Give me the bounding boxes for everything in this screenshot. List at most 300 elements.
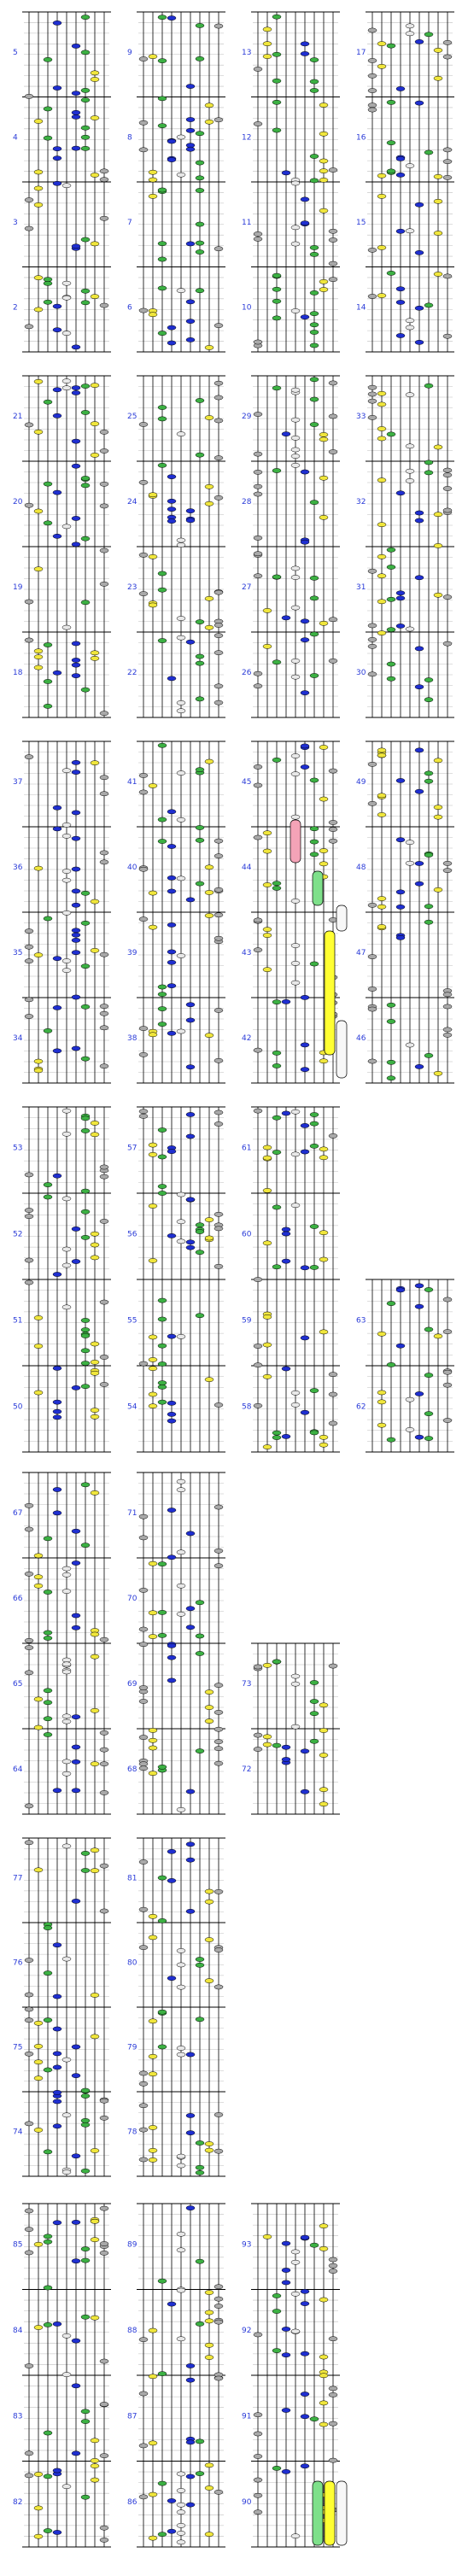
note [53, 181, 61, 185]
note [214, 1727, 223, 1731]
note [424, 1287, 433, 1291]
note [368, 569, 377, 573]
note [44, 482, 52, 486]
note [196, 23, 204, 27]
note [72, 390, 80, 395]
note [368, 108, 377, 112]
note [301, 691, 309, 695]
note [72, 2220, 80, 2224]
note [62, 625, 71, 629]
note [214, 1121, 223, 1126]
note [53, 1789, 61, 1793]
note [291, 1390, 300, 1395]
note [443, 175, 452, 179]
note [72, 658, 80, 662]
note [301, 315, 309, 319]
note [424, 1053, 433, 1057]
measure-number: 86 [127, 2497, 137, 2507]
note [310, 501, 319, 505]
note [177, 1612, 185, 1616]
note [214, 381, 223, 385]
note [72, 2154, 80, 2158]
note [263, 1314, 272, 1319]
note [81, 15, 90, 20]
note [53, 1943, 61, 1947]
note [254, 2510, 262, 2515]
note [387, 432, 395, 436]
note [272, 1115, 281, 1120]
note [34, 649, 43, 653]
note [254, 552, 262, 556]
note [81, 410, 90, 414]
note [34, 2076, 43, 2081]
note [91, 1414, 99, 1419]
note [329, 1664, 337, 1668]
note [443, 508, 452, 512]
note [53, 85, 61, 90]
note [272, 1000, 281, 1004]
note [396, 624, 405, 628]
measure-number: 17 [356, 48, 366, 57]
note [329, 237, 337, 242]
note [186, 319, 195, 324]
note [291, 308, 300, 313]
note [62, 1844, 71, 1848]
note [443, 1004, 452, 1009]
note [72, 867, 80, 871]
note [319, 437, 328, 442]
note [214, 2304, 223, 2308]
note [25, 755, 33, 759]
measure-number: 53 [13, 1144, 23, 1153]
note [205, 1900, 214, 1904]
note [263, 882, 272, 887]
note [177, 1985, 185, 1989]
note [62, 969, 71, 973]
note [167, 922, 176, 927]
note [368, 955, 377, 959]
note [329, 2269, 337, 2273]
chart-panel [127, 1472, 225, 1814]
note [53, 2124, 61, 2128]
note [319, 178, 328, 182]
note [434, 76, 442, 80]
note [72, 995, 80, 999]
note [214, 700, 223, 705]
note [91, 1360, 99, 1364]
note [81, 1004, 90, 1009]
note [319, 1257, 328, 1262]
note [272, 1265, 281, 1269]
note [329, 2263, 337, 2268]
note [396, 333, 405, 337]
note [196, 1963, 204, 1967]
note [149, 170, 157, 174]
note [214, 2376, 223, 2380]
note [377, 391, 386, 395]
note [44, 136, 52, 140]
note [310, 1112, 319, 1116]
note [319, 1231, 328, 1235]
note [377, 402, 386, 407]
note [62, 1719, 71, 1724]
note [310, 397, 319, 401]
note [25, 1258, 33, 1262]
note [272, 575, 281, 579]
note [424, 1327, 433, 1332]
long-note [325, 2481, 335, 2545]
note [62, 769, 71, 773]
long-note [290, 820, 301, 863]
measure-number: 74 [13, 2128, 23, 2137]
note [263, 1663, 272, 1667]
note [149, 1143, 157, 1147]
note [149, 313, 157, 317]
note [81, 1385, 90, 1389]
note [72, 2339, 80, 2343]
note [434, 593, 442, 597]
note [91, 1256, 99, 1260]
note [149, 1728, 157, 1732]
note [310, 673, 319, 677]
note [139, 480, 148, 484]
note [34, 1575, 43, 1579]
note [291, 2250, 300, 2254]
note [177, 2523, 185, 2527]
note [214, 1549, 223, 1553]
note [396, 229, 405, 233]
note [272, 468, 281, 472]
note [310, 1389, 319, 1393]
note [177, 817, 185, 822]
note [254, 2413, 262, 2417]
note [62, 869, 71, 873]
note [291, 242, 300, 246]
note [310, 596, 319, 600]
note [139, 120, 148, 125]
note [263, 2234, 272, 2239]
note [406, 319, 414, 323]
note [254, 492, 262, 496]
note [139, 867, 148, 871]
note [158, 1344, 167, 1348]
note [368, 1007, 377, 1011]
note [25, 1014, 33, 1018]
note [139, 1361, 148, 1366]
note [424, 303, 433, 307]
long-note [336, 905, 347, 931]
note [214, 456, 223, 460]
note [415, 518, 424, 523]
note [196, 176, 204, 180]
note [139, 1735, 148, 1739]
note [72, 760, 80, 764]
note [167, 960, 176, 964]
note [62, 1589, 71, 1593]
note [177, 432, 185, 436]
note [72, 1789, 80, 1793]
note [205, 596, 214, 600]
measure-number: 26 [242, 669, 252, 677]
note [34, 665, 43, 670]
note [53, 827, 61, 831]
chart-panel [242, 376, 340, 717]
note [167, 1655, 176, 1660]
note [319, 848, 328, 852]
note [186, 518, 195, 523]
note [158, 1361, 167, 1366]
note [72, 1259, 80, 1263]
note [81, 2088, 90, 2093]
note [396, 173, 405, 177]
note [186, 1197, 195, 1202]
note [158, 588, 167, 592]
note [72, 1046, 80, 1051]
note [100, 1909, 108, 1913]
note [25, 2228, 33, 2232]
note [301, 42, 309, 46]
note [205, 501, 214, 506]
note [34, 379, 43, 383]
measure-number: 61 [242, 1144, 252, 1153]
note [205, 1937, 214, 1941]
note [434, 1334, 442, 1338]
note [263, 608, 272, 612]
note [91, 2478, 99, 2482]
note [62, 1662, 71, 1666]
note [149, 2054, 157, 2058]
note [263, 1735, 272, 1739]
note [319, 1059, 328, 1063]
note [443, 861, 452, 865]
note [158, 1022, 167, 1027]
note [214, 623, 223, 627]
note [100, 1864, 108, 1868]
note [72, 146, 80, 150]
note [272, 386, 281, 390]
note [406, 469, 414, 473]
note [272, 287, 281, 291]
note [81, 1868, 90, 1872]
note [368, 801, 377, 805]
note [263, 968, 272, 972]
measure-number: 63 [356, 1316, 366, 1326]
note [214, 1212, 223, 1216]
measure-number: 4 [13, 133, 18, 143]
note [44, 916, 52, 921]
note [167, 810, 176, 814]
note [149, 1738, 157, 1742]
note [263, 1188, 272, 1192]
note [81, 1057, 90, 1061]
measure-number: 60 [242, 1230, 252, 1239]
note [72, 641, 80, 646]
note [25, 2052, 33, 2056]
note [377, 905, 386, 909]
note [434, 1071, 442, 1075]
note [53, 670, 61, 675]
note [214, 1761, 223, 1765]
note [291, 815, 300, 819]
note [415, 340, 424, 344]
chart-panel [242, 12, 340, 352]
note [72, 1613, 80, 1618]
note [301, 995, 309, 999]
note [100, 860, 108, 864]
note [196, 453, 204, 457]
note [25, 1645, 33, 1649]
note [291, 899, 300, 903]
note [177, 2531, 185, 2535]
note [81, 301, 90, 305]
note [62, 910, 71, 915]
note [272, 316, 281, 320]
note [377, 478, 386, 483]
measure-number: 32 [356, 498, 366, 506]
note [368, 624, 377, 628]
note [377, 554, 386, 559]
note [91, 173, 99, 177]
note [62, 1263, 71, 1268]
measure-number: 21 [13, 413, 23, 421]
measure-number: 10 [242, 303, 252, 313]
note [377, 924, 386, 928]
note [186, 1240, 195, 1244]
note [158, 124, 167, 128]
measure-number: 19 [13, 583, 23, 592]
note [91, 1371, 99, 1375]
note [81, 1851, 90, 1855]
note [72, 836, 80, 840]
measure-number: 25 [127, 413, 137, 421]
note [377, 523, 386, 527]
note [282, 1434, 290, 1438]
note [100, 169, 108, 173]
measure-number: 49 [356, 778, 366, 787]
measure-number: 64 [13, 1765, 23, 1774]
measure-number: 93 [242, 2240, 252, 2250]
note [272, 100, 281, 104]
note [34, 2060, 43, 2064]
note [34, 1390, 43, 1395]
note [301, 221, 309, 225]
note [167, 2302, 176, 2306]
note [177, 135, 185, 139]
note [443, 40, 452, 44]
note [205, 759, 214, 764]
note [186, 2474, 195, 2479]
note [301, 1150, 309, 1154]
note [329, 839, 337, 843]
note [81, 1128, 90, 1133]
long-note [336, 1021, 347, 1078]
note [310, 245, 319, 249]
note [72, 811, 80, 815]
note [329, 1421, 337, 1426]
note [424, 1373, 433, 1378]
note [291, 1203, 300, 1208]
note [368, 28, 377, 32]
note [186, 898, 195, 902]
note [139, 2104, 148, 2108]
note [139, 2392, 148, 2396]
note [81, 921, 90, 925]
note [291, 1682, 300, 1686]
note [91, 2438, 99, 2443]
note [139, 2157, 148, 2162]
note [291, 1109, 300, 1114]
note [158, 1633, 167, 1637]
note [81, 2258, 90, 2263]
note [25, 2018, 33, 2023]
note [177, 635, 185, 640]
note [434, 231, 442, 235]
note [167, 1643, 176, 1648]
note [263, 1343, 272, 1347]
note [91, 1762, 99, 1766]
measure-number: 78 [127, 2128, 137, 2137]
note [100, 1355, 108, 1359]
note [62, 958, 71, 963]
note [310, 827, 319, 831]
note [25, 1993, 33, 1997]
note [34, 567, 43, 571]
note [149, 2328, 157, 2333]
note [44, 1636, 52, 1640]
note [272, 2309, 281, 2313]
note [254, 412, 262, 416]
measure-number: 6 [127, 303, 132, 313]
note [72, 1529, 80, 1533]
note [81, 98, 90, 102]
note [186, 128, 195, 132]
note [406, 1397, 414, 1402]
note [100, 2241, 108, 2245]
note [424, 852, 433, 857]
note [91, 761, 99, 765]
note [329, 2392, 337, 2397]
note [72, 1745, 80, 1749]
note [72, 1625, 80, 1630]
measure-number: 2 [13, 303, 18, 313]
note [310, 422, 319, 426]
note [214, 651, 223, 655]
note [72, 44, 80, 48]
measure-number: 65 [13, 1680, 23, 1689]
note [434, 199, 442, 203]
note [310, 1712, 319, 1716]
note [100, 448, 108, 453]
note [44, 2322, 52, 2327]
note [44, 1195, 52, 1199]
note [100, 776, 108, 780]
note [25, 600, 33, 604]
measure-number: 56 [127, 1230, 137, 1239]
chart-panel [127, 376, 225, 717]
note [91, 656, 99, 660]
measure-number: 9 [127, 48, 132, 57]
note [34, 655, 43, 659]
measure-number: 22 [127, 669, 137, 677]
note [81, 688, 90, 692]
note [310, 330, 319, 334]
note [282, 1232, 290, 1236]
measure-number: 90 [242, 2497, 252, 2507]
note [81, 1361, 90, 1365]
note [139, 308, 148, 313]
note [44, 1971, 52, 1976]
note [282, 1757, 290, 1761]
